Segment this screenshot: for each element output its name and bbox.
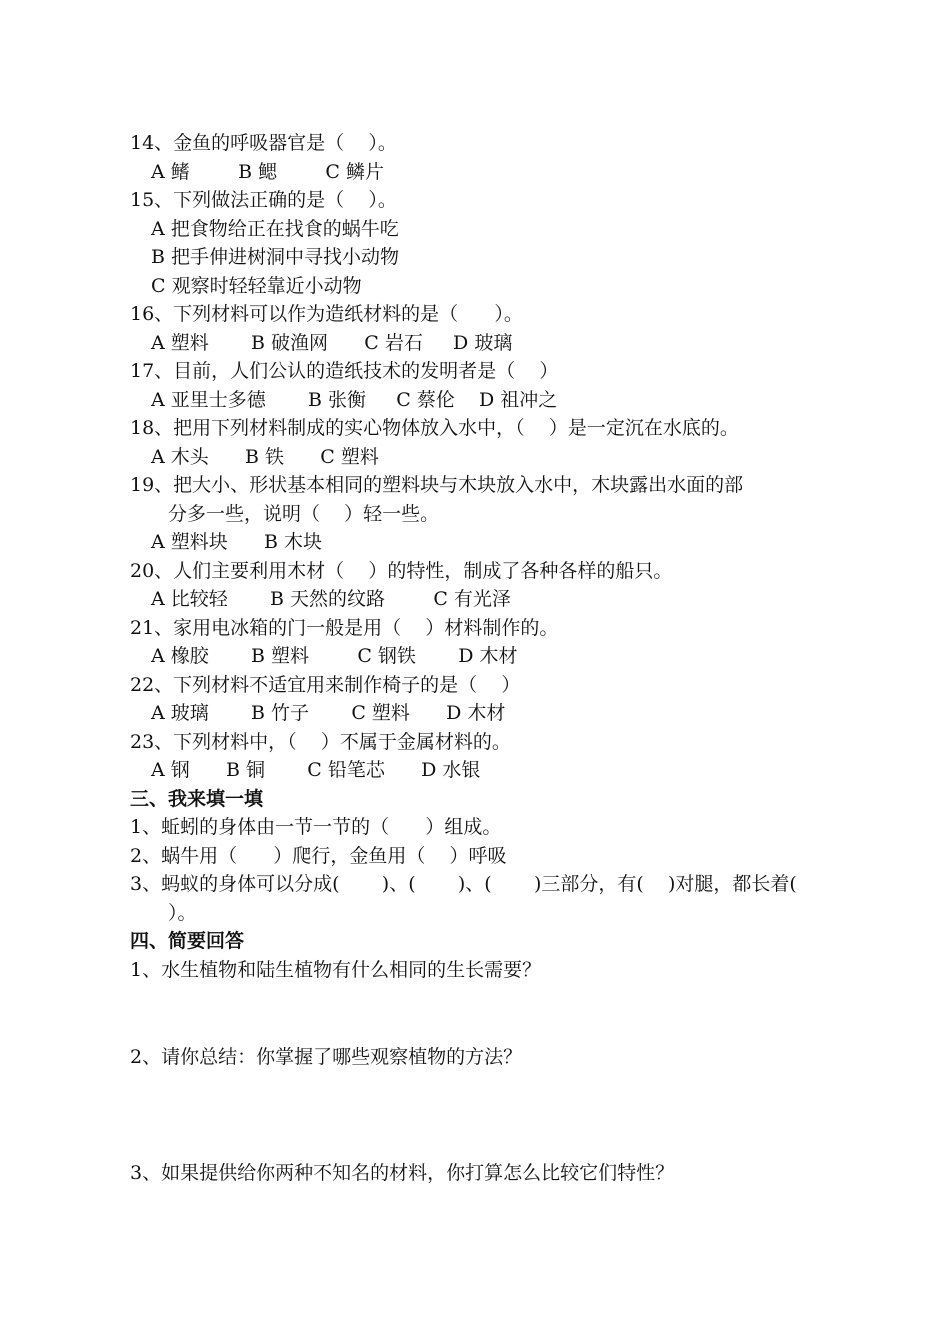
- question-options: A 塑料 B 破渔网 C 岩石 D 玻璃: [151, 331, 513, 354]
- question-options: A 玻璃 B 竹子 C 塑料 D 木材: [151, 702, 506, 724]
- answer-space: [130, 1072, 830, 1159]
- question-option: C 观察时轻轻靠近小动物: [151, 274, 362, 297]
- question-stem: 22、下列材料不适宜用来制作椅子的是（ ）: [130, 673, 521, 696]
- fill-item: 1、蚯蚓的身体由一节一节的（ ）组成。: [130, 816, 502, 838]
- question-stem-continuation: 分多一些，说明（ ）轻一些。: [168, 502, 440, 525]
- question-options: A 钢 B 铜 C 铅笔芯 D 水银: [151, 759, 481, 781]
- question-stem: 20、人们主要利用木材（ ）的特性，制成了各种各样的船只。: [130, 559, 673, 582]
- short-answer-question: 2、请你总结：你掌握了哪些观察植物的方法？: [130, 1046, 523, 1068]
- section-heading: 四、简要回答: [130, 930, 245, 952]
- question-options: A 橡胶 B 塑料 C 钢铁 D 木材: [151, 645, 518, 667]
- question-stem: 16、下列材料可以作为造纸材料的是（ ）。: [130, 303, 523, 325]
- question-options: A 比较轻 B 天然的纹路 C 有光泽: [151, 588, 511, 610]
- fill-item-continuation: ）。: [168, 901, 197, 924]
- worksheet-content: [130, 129, 830, 1187]
- answer-space: [130, 984, 830, 1043]
- question-stem: 23、下列材料中，（ ）不属于金属材料的。: [130, 730, 511, 753]
- short-answer-question: 3、如果提供给你两种不知名的材料，你打算怎么比较它们特性？: [130, 1161, 675, 1184]
- section-heading: 三、我来填一填: [130, 787, 264, 810]
- question-options: A 亚里士多德 B 张衡 C 蔡伦 D 祖冲之: [151, 388, 558, 411]
- question-stem: 19、把大小、形状基本相同的塑料块与木块放入水中，木块露出水面的部: [130, 474, 744, 496]
- fill-item: 3、蚂蚁的身体可以分成( )、( )、( )三部分，有( )对腿，都长着(: [130, 873, 797, 895]
- question-options: A 塑料块 B 木块: [151, 531, 323, 553]
- question-stem: 14、金鱼的呼吸器官是（ ）。: [130, 132, 397, 154]
- question-stem: 21、家用电冰箱的门一般是用（ ）材料制作的。: [130, 616, 559, 639]
- question-option: B 把手伸进树洞中寻找小动物: [151, 246, 400, 268]
- question-options: A 鳍 B 鳃 C 鳞片: [151, 160, 384, 183]
- fill-item: 2、蜗牛用（ ）爬行，金鱼用（ ）呼吸: [130, 844, 507, 867]
- question-stem: 18、把用下列材料制成的实心物体放入水中，（ ）是一定沉在水底的。: [130, 417, 739, 439]
- question-stem: 15、下列做法正确的是（ ）。: [130, 189, 397, 211]
- question-options: A 木头 B 铁 C 塑料: [151, 445, 379, 468]
- question-option: A 把食物给正在找食的蜗牛吃: [151, 217, 399, 240]
- question-stem: 17、目前，人们公认的造纸技术的发明者是（ ）: [130, 360, 559, 382]
- short-answer-question: 1、水生植物和陆生植物有什么相同的生长需要？: [130, 958, 542, 981]
